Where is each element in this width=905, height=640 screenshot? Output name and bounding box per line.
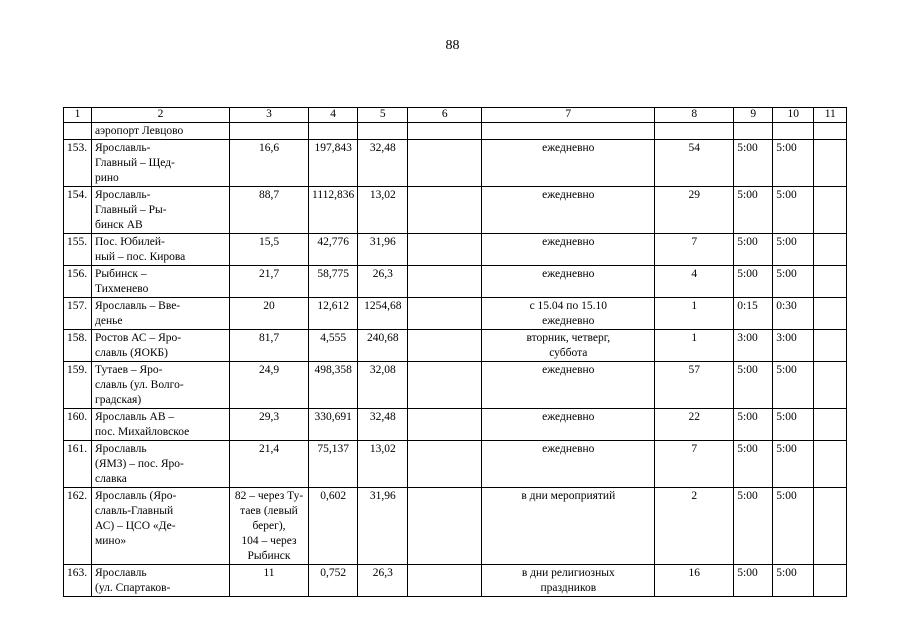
row-number: 162. bbox=[64, 488, 92, 565]
route-name-line: мино» bbox=[95, 535, 127, 547]
col10-time: 5:00 bbox=[773, 266, 814, 298]
route-distance-line: берег), bbox=[252, 520, 286, 532]
col8-value: 7 bbox=[655, 441, 734, 488]
col10-time: 5:00 bbox=[773, 362, 814, 409]
route-distance bbox=[230, 441, 309, 488]
column-header: 2 bbox=[92, 108, 230, 123]
route-name bbox=[92, 488, 230, 565]
route-name bbox=[92, 234, 230, 266]
col5-value: 13,02 bbox=[358, 187, 408, 234]
route-name-line: (ЯМЗ) – пос. Яро- bbox=[95, 458, 184, 470]
operating-days bbox=[482, 140, 655, 187]
table-row bbox=[64, 441, 847, 488]
col4-value: 42,776 bbox=[309, 234, 358, 266]
col9-time: 5:00 bbox=[734, 488, 773, 565]
route-distance bbox=[230, 140, 309, 187]
col10-time bbox=[773, 123, 814, 140]
header-row bbox=[64, 108, 847, 123]
route-name-line: Ярославль (Яро- bbox=[95, 490, 177, 502]
route-distance bbox=[230, 488, 309, 565]
operating-days bbox=[482, 330, 655, 362]
row-number: 160. bbox=[64, 409, 92, 441]
operating-days-line: ежедневно bbox=[542, 268, 595, 280]
route-name-line: Ярославль bbox=[95, 567, 147, 579]
operating-days-line: в дни мероприятий bbox=[521, 490, 616, 502]
col4-value: 498,358 bbox=[309, 362, 358, 409]
route-distance bbox=[230, 362, 309, 409]
operating-days bbox=[482, 409, 655, 441]
route-name-line: славль (ЯОКБ) bbox=[95, 347, 168, 359]
route-name-line: ный – пос. Кирова bbox=[95, 251, 186, 263]
route-name-line: (ул. Спартаков- bbox=[95, 582, 171, 594]
col11-value bbox=[814, 565, 847, 597]
route-name-line: Ярославль- bbox=[95, 189, 151, 201]
route-distance-line: 21,7 bbox=[258, 268, 280, 280]
col9-time: 5:00 bbox=[734, 362, 773, 409]
col5-value: 32,08 bbox=[358, 362, 408, 409]
col4-value: 4,555 bbox=[309, 330, 358, 362]
col6-value bbox=[408, 330, 482, 362]
route-name-line: Ярославль- bbox=[95, 142, 151, 154]
col10-time: 5:00 bbox=[773, 140, 814, 187]
col11-value bbox=[814, 187, 847, 234]
col8-value: 22 bbox=[655, 409, 734, 441]
col11-value bbox=[814, 140, 847, 187]
table-row bbox=[64, 234, 847, 266]
column-header: 1 bbox=[64, 108, 92, 123]
route-distance-line: 88,7 bbox=[258, 189, 280, 201]
operating-days bbox=[482, 441, 655, 488]
col6-value bbox=[408, 140, 482, 187]
col4-value: 330,691 bbox=[309, 409, 358, 441]
col4-value: 75,137 bbox=[309, 441, 358, 488]
route-name-line: славль (ул. Волго- bbox=[95, 379, 184, 391]
route-name bbox=[92, 123, 230, 140]
col6-value bbox=[408, 488, 482, 565]
route-distance-line: Рыбинск bbox=[247, 550, 291, 562]
col4-value: 58,775 bbox=[309, 266, 358, 298]
col8-value: 57 bbox=[655, 362, 734, 409]
col9-time: 5:00 bbox=[734, 441, 773, 488]
route-distance-line: 15,5 bbox=[258, 236, 280, 248]
col9-time: 5:00 bbox=[734, 140, 773, 187]
col5-value: 32,48 bbox=[358, 409, 408, 441]
column-header: 10 bbox=[773, 108, 814, 123]
table-row bbox=[64, 362, 847, 409]
route-name-line: Ярославль – Вве- bbox=[95, 300, 181, 312]
route-name-line: бинск АВ bbox=[95, 219, 143, 231]
route-name bbox=[92, 140, 230, 187]
row-number: 158. bbox=[64, 330, 92, 362]
routes-table bbox=[63, 107, 847, 597]
route-name bbox=[92, 409, 230, 441]
table-row bbox=[64, 187, 847, 234]
row-number: 154. bbox=[64, 187, 92, 234]
col6-value bbox=[408, 565, 482, 597]
col4-value: 12,612 bbox=[309, 298, 358, 330]
column-header: 5 bbox=[358, 108, 408, 123]
route-distance bbox=[230, 298, 309, 330]
operating-days bbox=[482, 362, 655, 409]
col4-value: 1112,836 bbox=[309, 187, 358, 234]
col11-value bbox=[814, 123, 847, 140]
operating-days-line: суббота bbox=[549, 347, 588, 359]
col6-value bbox=[408, 441, 482, 488]
col5-value: 13,02 bbox=[358, 441, 408, 488]
route-distance bbox=[230, 187, 309, 234]
col11-value bbox=[814, 488, 847, 565]
route-name-line: Главный – Щед- bbox=[95, 157, 175, 169]
row-number bbox=[64, 123, 92, 140]
table-row bbox=[64, 409, 847, 441]
col5-value: 26,3 bbox=[358, 565, 408, 597]
col6-value bbox=[408, 187, 482, 234]
column-header: 7 bbox=[482, 108, 655, 123]
operating-days-line: ежедневно bbox=[542, 364, 595, 376]
col6-value bbox=[408, 123, 482, 140]
col11-value bbox=[814, 234, 847, 266]
col8-value bbox=[655, 123, 734, 140]
col9-time: 5:00 bbox=[734, 266, 773, 298]
route-distance bbox=[230, 234, 309, 266]
route-name-line: рино bbox=[95, 172, 119, 184]
col9-time: 5:00 bbox=[734, 565, 773, 597]
route-distance bbox=[230, 266, 309, 298]
col6-value bbox=[408, 409, 482, 441]
column-header: 6 bbox=[408, 108, 482, 123]
route-name-line: пос. Михайловское bbox=[95, 426, 190, 438]
table-row bbox=[64, 298, 847, 330]
col5-value: 32,48 bbox=[358, 140, 408, 187]
col9-time: 3:00 bbox=[734, 330, 773, 362]
col11-value bbox=[814, 266, 847, 298]
route-name-line: Рыбинск – bbox=[95, 268, 147, 280]
col10-time: 5:00 bbox=[773, 565, 814, 597]
operating-days-line: ежедневно bbox=[542, 411, 595, 423]
route-name bbox=[92, 298, 230, 330]
table-row bbox=[64, 488, 847, 565]
col4-value: 0,602 bbox=[309, 488, 358, 565]
route-distance-line: 21,4 bbox=[258, 443, 280, 455]
col6-value bbox=[408, 298, 482, 330]
col6-value bbox=[408, 362, 482, 409]
col11-value bbox=[814, 298, 847, 330]
operating-days bbox=[482, 123, 655, 140]
col5-value: 1254,68 bbox=[358, 298, 408, 330]
table-row bbox=[64, 330, 847, 362]
row-number: 156. bbox=[64, 266, 92, 298]
col8-value: 2 bbox=[655, 488, 734, 565]
route-distance-line: 29,3 bbox=[258, 411, 280, 423]
col8-value: 7 bbox=[655, 234, 734, 266]
route-distance-line: 82 – через Ту- bbox=[234, 490, 304, 502]
column-header: 8 bbox=[655, 108, 734, 123]
route-name-line: Главный – Ры- bbox=[95, 204, 167, 216]
col5-value: 26,3 bbox=[358, 266, 408, 298]
col4-value: 197,843 bbox=[309, 140, 358, 187]
operating-days bbox=[482, 266, 655, 298]
col11-value bbox=[814, 409, 847, 441]
col8-value: 54 bbox=[655, 140, 734, 187]
route-distance-line: 24,9 bbox=[258, 364, 280, 376]
col6-value bbox=[408, 234, 482, 266]
operating-days-line: вторник, четверг, bbox=[526, 332, 611, 344]
route-name-line: Ростов АС – Яро- bbox=[95, 332, 182, 344]
table-row bbox=[64, 140, 847, 187]
col9-time: 5:00 bbox=[734, 409, 773, 441]
route-distance bbox=[230, 565, 309, 597]
row-number: 163. bbox=[64, 565, 92, 597]
route-name bbox=[92, 187, 230, 234]
col10-time: 5:00 bbox=[773, 488, 814, 565]
col5-value: 31,96 bbox=[358, 234, 408, 266]
column-header: 4 bbox=[309, 108, 358, 123]
route-name bbox=[92, 441, 230, 488]
row-number: 153. bbox=[64, 140, 92, 187]
operating-days bbox=[482, 234, 655, 266]
col9-time: 0:15 bbox=[734, 298, 773, 330]
row-number: 159. bbox=[64, 362, 92, 409]
route-name bbox=[92, 266, 230, 298]
operating-days-line: ежедневно bbox=[542, 142, 595, 154]
operating-days bbox=[482, 488, 655, 565]
route-name-line: Ярославль АВ – bbox=[95, 411, 175, 423]
route-name-line: денье bbox=[95, 315, 123, 327]
col11-value bbox=[814, 330, 847, 362]
operating-days-line: праздников bbox=[540, 582, 597, 594]
column-header: 9 bbox=[734, 108, 773, 123]
page-number: 88 bbox=[445, 38, 460, 53]
route-distance-line: 11 bbox=[263, 567, 275, 579]
col9-time: 5:00 bbox=[734, 187, 773, 234]
route-name-line: АС) – ЦСО «Де- bbox=[95, 520, 176, 532]
column-header: 11 bbox=[814, 108, 847, 123]
route-distance-line: 81,7 bbox=[258, 332, 280, 344]
operating-days bbox=[482, 298, 655, 330]
col10-time: 5:00 bbox=[773, 234, 814, 266]
col5-value: 31,96 bbox=[358, 488, 408, 565]
route-distance-line: 104 – через bbox=[241, 535, 297, 547]
route-name-line: славль-Главный bbox=[95, 505, 174, 517]
row-number: 161. bbox=[64, 441, 92, 488]
table-row bbox=[64, 565, 847, 597]
route-distance-line: 16,6 bbox=[258, 142, 280, 154]
col9-time: 5:00 bbox=[734, 234, 773, 266]
col8-value: 1 bbox=[655, 330, 734, 362]
col10-time: 5:00 bbox=[773, 441, 814, 488]
route-distance bbox=[230, 123, 309, 140]
col6-value bbox=[408, 266, 482, 298]
table-row bbox=[64, 123, 847, 140]
route-name bbox=[92, 565, 230, 597]
row-number: 157. bbox=[64, 298, 92, 330]
col10-time: 3:00 bbox=[773, 330, 814, 362]
row-number: 155. bbox=[64, 234, 92, 266]
route-name bbox=[92, 330, 230, 362]
col5-value: 240,68 bbox=[358, 330, 408, 362]
col11-value bbox=[814, 441, 847, 488]
route-name-line: славка bbox=[95, 473, 127, 485]
col4-value: 0,752 bbox=[309, 565, 358, 597]
route-distance-line: 20 bbox=[263, 300, 275, 312]
route-distance bbox=[230, 330, 309, 362]
col11-value bbox=[814, 362, 847, 409]
col5-value bbox=[358, 123, 408, 140]
operating-days-line: ежедневно bbox=[542, 315, 595, 327]
route-distance-line: таев (левый bbox=[240, 505, 298, 517]
column-header: 3 bbox=[230, 108, 309, 123]
col8-value: 16 bbox=[655, 565, 734, 597]
operating-days-line: ежедневно bbox=[542, 443, 595, 455]
operating-days-line: в дни религиозных bbox=[521, 567, 615, 579]
col8-value: 4 bbox=[655, 266, 734, 298]
operating-days bbox=[482, 565, 655, 597]
col9-time bbox=[734, 123, 773, 140]
route-name-line: Тихменево bbox=[95, 283, 149, 295]
operating-days-line: с 15.04 по 15.10 bbox=[529, 300, 607, 312]
route-name bbox=[92, 362, 230, 409]
route-name-line: Тутаев – Яро- bbox=[95, 364, 163, 376]
route-name-line: Ярославль bbox=[95, 443, 147, 455]
col10-time: 0:30 bbox=[773, 298, 814, 330]
col4-value bbox=[309, 123, 358, 140]
col10-time: 5:00 bbox=[773, 187, 814, 234]
operating-days bbox=[482, 187, 655, 234]
col8-value: 1 bbox=[655, 298, 734, 330]
col10-time: 5:00 bbox=[773, 409, 814, 441]
route-name-line: Пос. Юбилей- bbox=[95, 236, 165, 248]
route-name-line: аэропорт Левцово bbox=[95, 125, 184, 137]
route-name-line: градская) bbox=[95, 394, 142, 406]
col8-value: 29 bbox=[655, 187, 734, 234]
operating-days-line: ежедневно bbox=[542, 189, 595, 201]
route-distance bbox=[230, 409, 309, 441]
table-row bbox=[64, 266, 847, 298]
operating-days-line: ежедневно bbox=[542, 236, 595, 248]
